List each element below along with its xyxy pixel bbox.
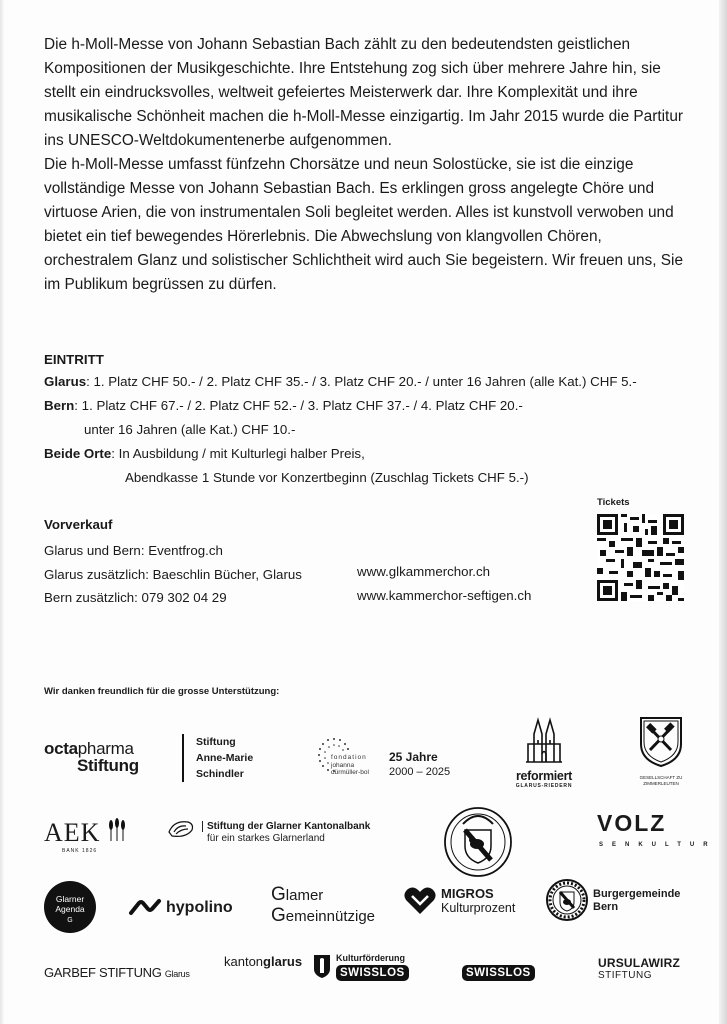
vorverkauf-heading: Vorverkauf [44, 517, 113, 532]
jubilee-title: 25 Jahre [389, 750, 438, 764]
kanton-glarus-logo [224, 954, 302, 969]
eintritt-heading: EINTRITT [44, 352, 104, 367]
glarner-kantonalbank-logo [166, 818, 371, 847]
johanna-line-1: fondation [331, 754, 367, 761]
agenda-line-3: G [67, 917, 73, 924]
octapharma-pharma: pharma [77, 739, 134, 758]
crest-seal-icon [443, 800, 513, 880]
aek-subtitle: BANK 1826 [62, 848, 98, 854]
hypolino-logo [128, 895, 233, 924]
glarner-gem-word-1: lamer [285, 887, 324, 904]
burgergemeinde-subtitle: Bern [593, 901, 619, 913]
volz-subtitle: SENKULTUR [599, 842, 717, 848]
vorverkauf-line-1: Glarus und Bern: Eventfrog.ch [44, 543, 223, 558]
glarner-gemeinnuetzige-logo [271, 885, 375, 927]
volz-logo [597, 810, 717, 848]
annemarie-schindler-logo [182, 734, 253, 782]
johanna-line-2: johanna [331, 761, 355, 769]
page-edge-left [0, 0, 4, 1024]
reformiert-subtitle: GLARUS-RIEDERN [515, 783, 573, 789]
kulturfoerderung-title: Kulturförderung [336, 953, 405, 963]
garbef-stiftung-logo [44, 965, 190, 980]
glarus-label: Glarus [44, 374, 87, 389]
sponsors-thanks: Wir danken freundlich für die grosse Unterstützung: [44, 686, 280, 697]
website-links [357, 560, 531, 607]
migros-subtitle: Kulturprozent [441, 901, 516, 915]
page-edge-right [719, 0, 727, 1024]
kantonalbank-title: Stiftung der Glarner Kantonalbank [202, 821, 370, 832]
zimmerleuten-logo [630, 714, 692, 786]
eintritt-beide [44, 442, 694, 466]
hypolino-mark-icon [128, 895, 162, 919]
glarner-gem-initial-2: G [271, 905, 286, 926]
reformiert-title: reformiert [515, 769, 573, 783]
wheat-icon [105, 817, 129, 843]
intro-paragraph-1: Die h-Moll-Messe von Johann Sebastian Bach zählt zu den bedeutendsten geistlichen Kompositionen der Musikgeschichte. Ihre Entstehung zog sich über mehrere Jahre hin, sie stellt ein eindrucksvolles, weltweit gefeiertes Meisterwerk dar. Ihre Komplexität und ihre musikalische Schönheit machen die h-Moll-Messe einzigartig. Im Jahr 2015 wurde die Partitur ins UNESCO-Weltdokumentenerbe aufgenommen. [44, 36, 684, 149]
heart-icon [403, 886, 437, 916]
sekundarlehrer-seal-logo [443, 800, 513, 885]
kanton-word: kanton [224, 954, 264, 969]
glarner-agenda-logo [44, 881, 96, 933]
intro-text [44, 33, 684, 297]
glarus-word: glarus [263, 954, 303, 969]
swisslos-badge-2: SWISSLOS [462, 965, 535, 981]
glarner-gem-line-2 [271, 906, 375, 927]
agenda-line-1: Glarner [55, 894, 85, 904]
eintritt-section [44, 350, 694, 490]
url-kammerchor-seftigen[interactable]: www.kammerchor-seftigen.ch [357, 587, 532, 603]
glarner-gem-line-1 [271, 885, 375, 906]
bern-seal-icon [545, 878, 589, 922]
vorverkauf-section [44, 515, 302, 610]
ursula-wirz-stiftung-logo [598, 956, 680, 981]
jubilee-logo [389, 750, 450, 778]
kantonalbank-subtitle: für ein starkes Glarnerland [207, 833, 325, 844]
octapharma-octa: octa [44, 739, 78, 758]
intro-paragraph-2: Die h-Moll-Messe umfasst fünfzehn Chorsätze und neun Solostücke, sie ist die einzige vollständige Messe von Johann Sebastian Bach. Es erklingen gross angelegte Chöre und virtuose Arien, die von instrumentalen Soli begleitet werden. Alles ist kunstvoll verwoben und bietet ein tief bewegendes Hörerlebnis. Die Abwechslung von klangvollen Chören, orchestralem Glanz und solistischer Schlichtheit wird auch Sie begeistern. Wir freuen uns, Sie im Publikum begrüssen zu dürfen. [44, 156, 684, 293]
swisslos-logo [462, 963, 535, 981]
annemarie-line-1: Stiftung [196, 736, 236, 748]
eintritt-glarus [44, 370, 694, 394]
reformiert-logo [508, 714, 580, 789]
jubilee-years: 2000 – 2025 [389, 766, 451, 778]
kantonalbank-emblem-icon [166, 818, 196, 842]
migros-title: MIGROS [441, 886, 494, 901]
tickets-label: Tickets [597, 497, 630, 508]
church-icon [524, 714, 564, 764]
annemarie-line-2: Anne-Marie [196, 752, 254, 764]
glarus-prices: : 1. Platz CHF 50.- / 2. Platz CHF 35.- / 3. Platz CHF 20.- / unter 16 Jahren (alle Kat.) CHF 5.- [86, 374, 637, 389]
annemarie-line-3: Schindler [196, 768, 244, 780]
swisslos-badge-1: SWISSLOS [336, 965, 409, 981]
aek-title: AEK [44, 818, 101, 847]
zimmerleuten-text: GESELLSCHAFT ZU ZIMMERLEUTEN [639, 775, 683, 786]
bern-prices: : 1. Platz CHF 67.- / 2. Platz CHF 52.- / 3. Platz CHF 37.- / 4. Platz CHF 20.- [74, 398, 523, 413]
glarus-fridolin-icon [312, 953, 332, 979]
ursula-wirz-title: URSULAWIRZ [598, 956, 680, 970]
beide-text: : In Ausbildung / mit Kulturlegi halber Preis, [111, 446, 365, 461]
eintritt-beide-2: Abendkasse 1 Stunde vor Konzertbeginn (Zuschlag Tickets CHF 5.-) [125, 470, 529, 485]
eintritt-bern-2: unter 16 Jahren (alle Kat.) CHF 10.- [84, 422, 296, 437]
garbef-location: Glarus [164, 969, 190, 979]
ursula-wirz-subtitle: STIFTUNG [598, 970, 652, 981]
migros-kulturprozent-logo [403, 886, 516, 921]
agenda-line-2: Agenda [55, 904, 85, 914]
johanna-duermueller-logo [314, 735, 384, 785]
kulturfoerderung-swisslos-logo [312, 953, 405, 984]
volz-title: VOLZ [597, 810, 667, 836]
garbef-title: GARBEF STIFTUNG [44, 965, 162, 980]
octapharma-stiftung: Stiftung [77, 756, 139, 775]
hypolino-title: hypolino [166, 899, 233, 916]
aek-bank-logo [44, 817, 129, 854]
johanna-text [331, 754, 369, 777]
burgergemeinde-bern-logo [545, 878, 681, 927]
vorverkauf-line-3: Bern zusätzlich: 079 302 04 29 [44, 590, 227, 605]
coat-of-arms-icon [635, 714, 687, 768]
glarner-gem-initial-1: G [271, 884, 286, 905]
url-glkammerchor[interactable]: www.glkammerchor.ch [357, 564, 491, 579]
tickets-qr-code[interactable] [597, 514, 684, 601]
johanna-line-3: dürmüller-bol [331, 769, 369, 776]
eintritt-bern [44, 394, 694, 418]
octapharma-logo [44, 740, 139, 774]
vorverkauf-line-2: Glarus zusätzlich: Baeschlin Bücher, Glarus [44, 566, 302, 582]
burgergemeinde-title: Burgergemeinde [593, 888, 681, 900]
beide-label: Beide Orte [44, 446, 112, 461]
bern-label: Bern [44, 398, 75, 413]
glarner-gem-word-2: emeinnützige [285, 908, 376, 925]
